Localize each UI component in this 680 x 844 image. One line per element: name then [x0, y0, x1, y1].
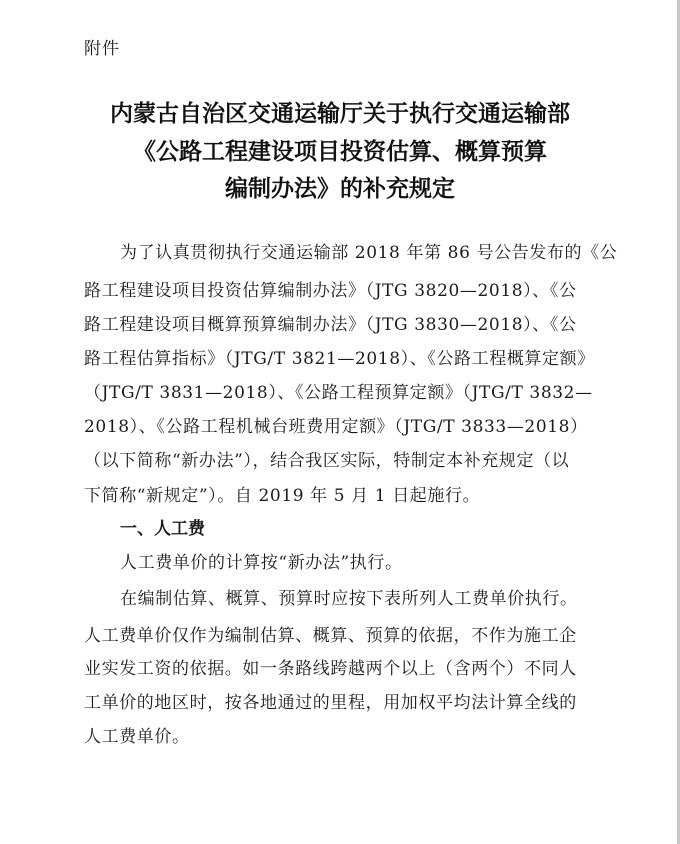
paragraph1-line-6: 2018）、《公路工程机械台班费用定额》（JTG/T 3833—2018） [84, 417, 588, 437]
paragraph1-line-4: 路工程估算指标》（JTG/T 3821—2018）、《公路工程概算定额》 [84, 349, 595, 369]
paragraph3-line-3: 业实发工资的依据。如一条路线跨越两个以上（含两个）不同人 [84, 659, 577, 679]
paragraph1-line-3: 路工程建设项目概算预算编制办法》（JTG 3830—2018）、《公 [84, 315, 577, 335]
section-heading-labor-cost: 一、人工费 [120, 519, 205, 539]
paragraph1-line-7: （以下简称“新办法”），结合我区实际，特制定本补充规定（以 [84, 451, 570, 471]
paragraph3-line-4: 工单价的地区时，按各地通过的里程，用加权平均法计算全线的 [84, 693, 577, 713]
paragraph3-line-2: 人工费单价仅作为编制估算、概算、预算的依据，不作为施工企 [84, 626, 577, 646]
paragraph1-line-5: （JTG/T 3831—2018）、《公路工程预算定额》（JTG/T 3832— [84, 383, 593, 403]
attachment-label: 附件 [84, 39, 120, 59]
paragraph1-line-8: 下简称“新规定”）。自 2019 年 5 月 1 日起施行。 [84, 486, 481, 506]
paragraph1-line-1: 为了认真贯彻执行交通运输部 2018 年第 86 号公告发布的《公 [120, 243, 618, 263]
paragraph3-line-5: 人工费单价。 [84, 727, 190, 747]
title-line-2: 《公路工程建设项目投资估算、概算预算 [133, 139, 547, 165]
paragraph1-line-2: 路工程建设项目投资估算编制办法》（JTG 3820—2018）、《公 [84, 281, 577, 301]
paragraph2-line-1: 人工费单价的计算按“新办法”执行。 [120, 553, 403, 573]
paragraph3-line-1: 在编制估算、概算、预算时应按下表所列人工费单价执行。 [120, 589, 578, 609]
title-line-1: 内蒙古自治区交通运输厅关于执行交通运输部 [110, 101, 570, 127]
title-line-3: 编制办法》的补充规定 [225, 176, 455, 202]
